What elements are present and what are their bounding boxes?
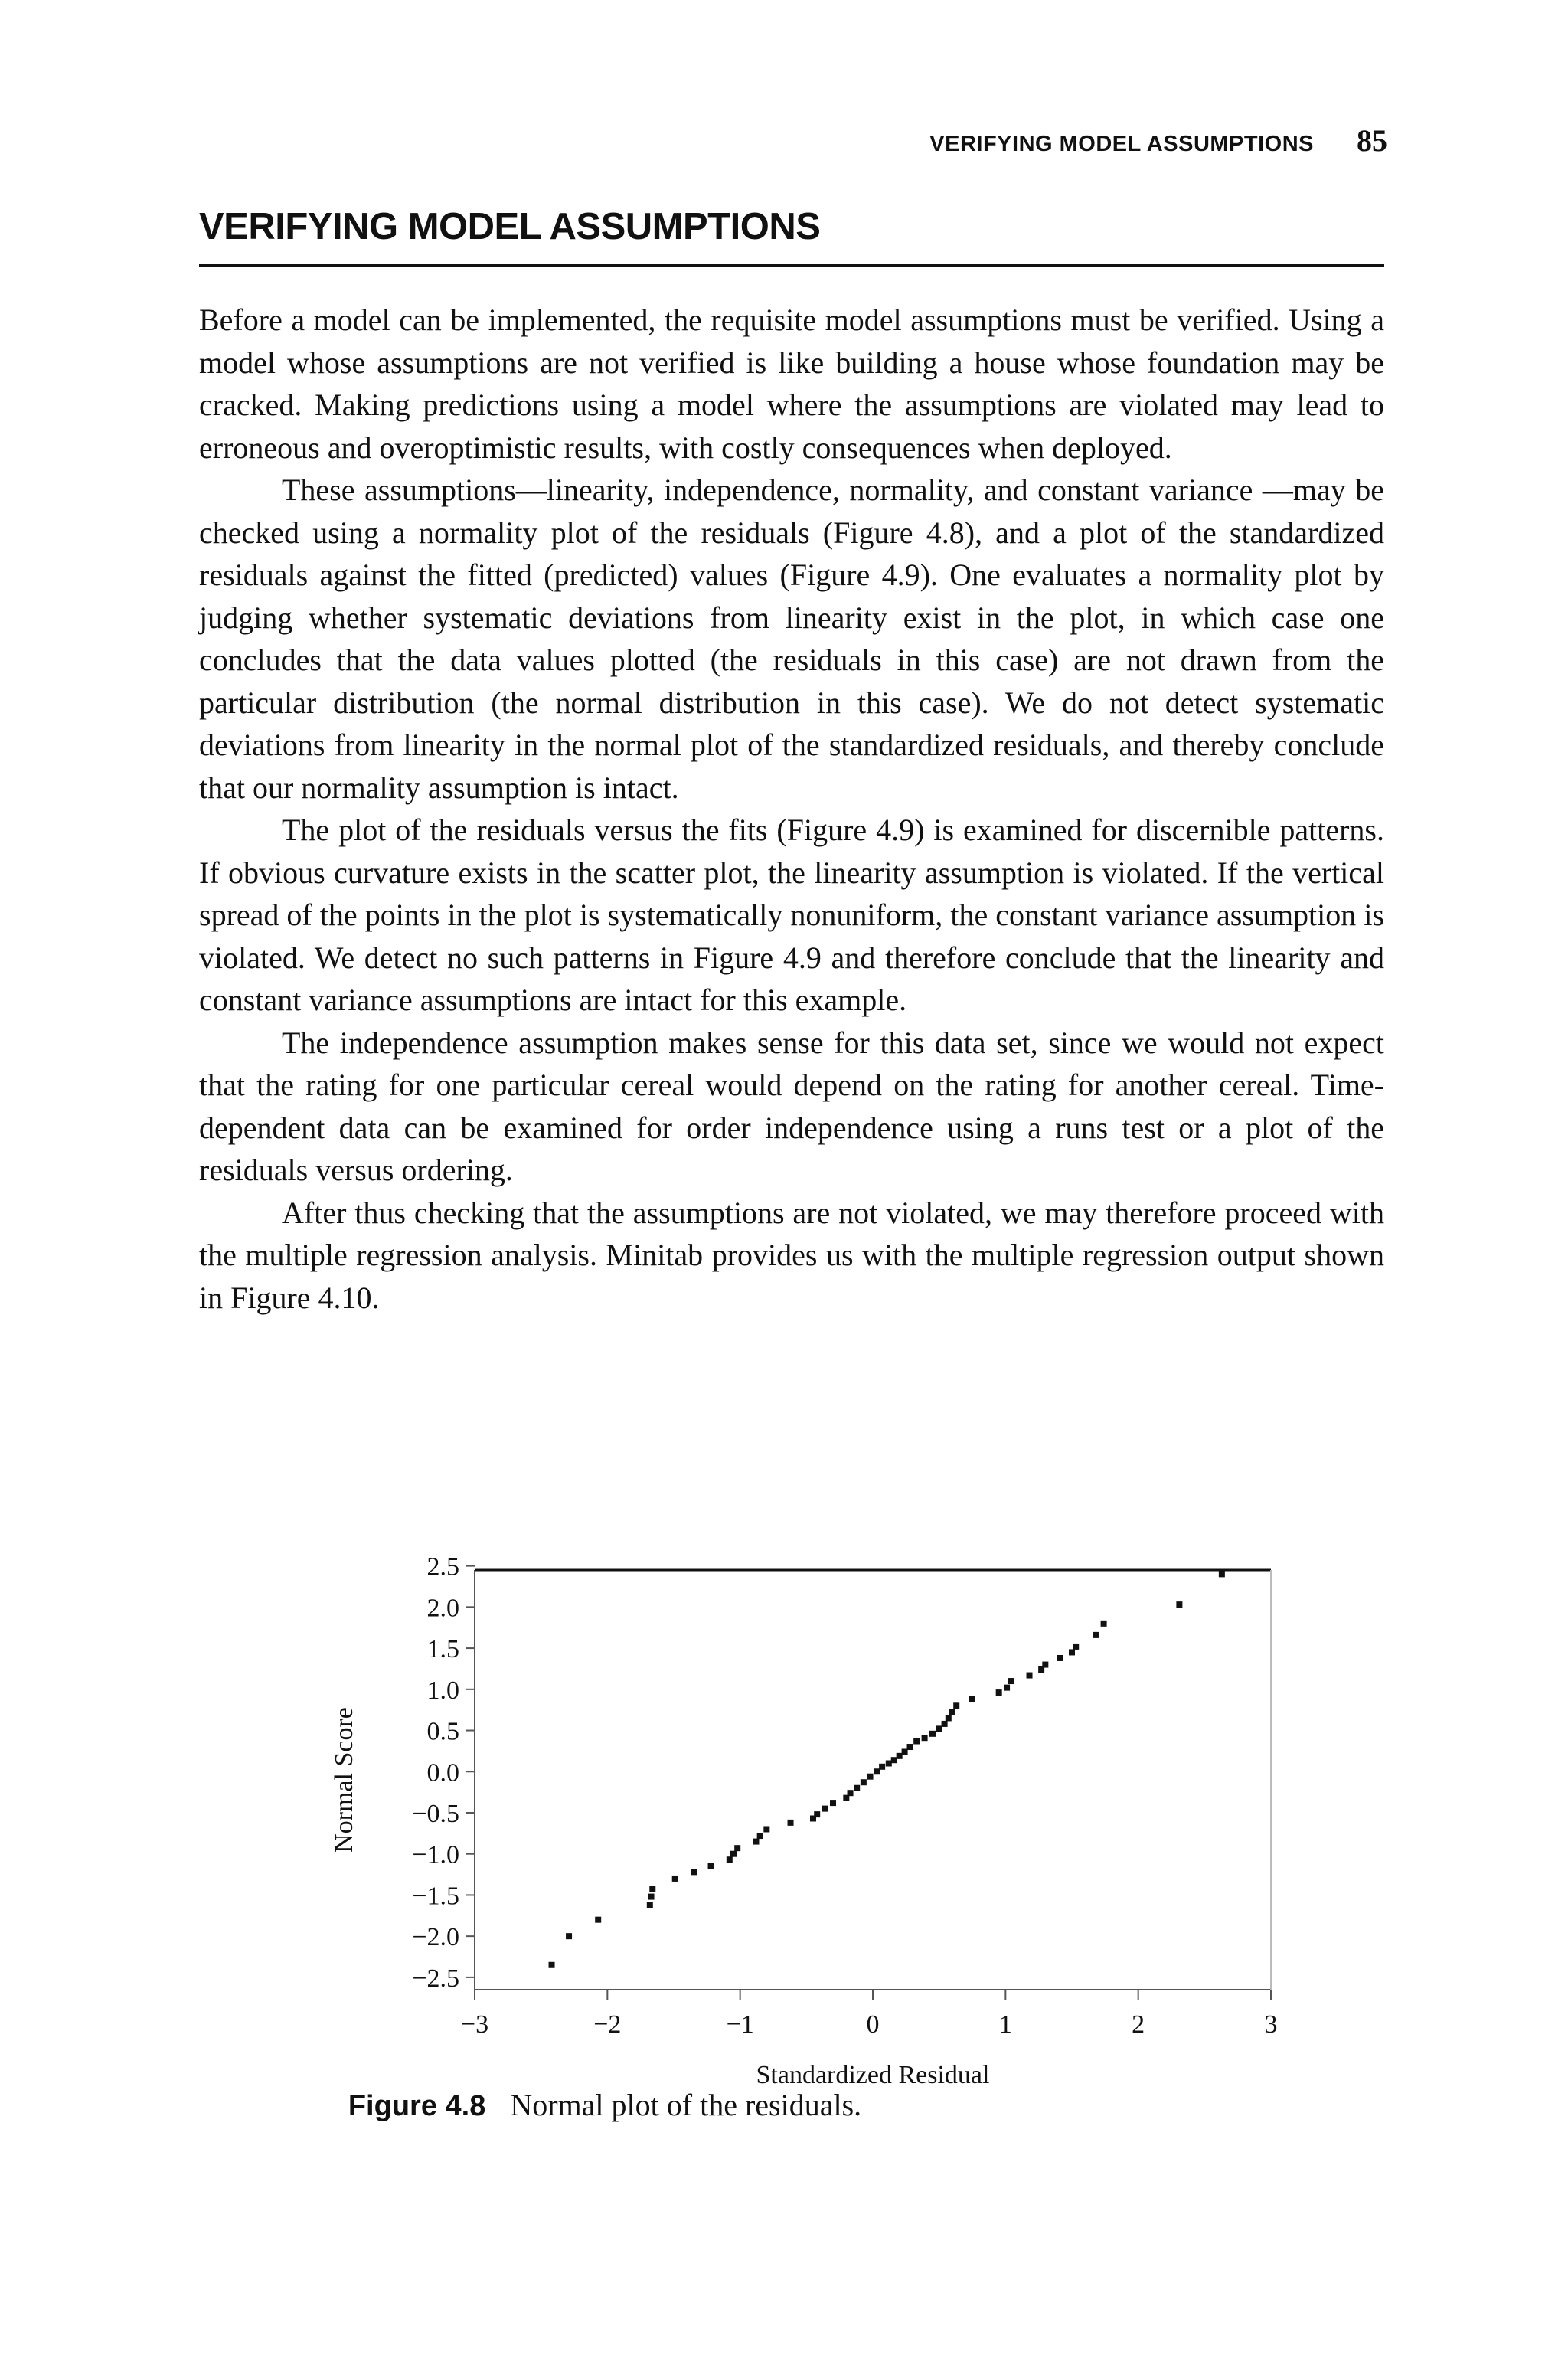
data-point xyxy=(691,1869,697,1875)
data-point xyxy=(996,1689,1002,1696)
data-point xyxy=(953,1702,959,1709)
figure-caption-text: Normal plot of the residuals. xyxy=(510,2088,862,2122)
data-point xyxy=(595,1917,601,1923)
data-point xyxy=(867,1774,874,1780)
data-point xyxy=(886,1761,892,1767)
data-point xyxy=(649,1886,655,1892)
data-point xyxy=(891,1757,897,1763)
x-tick-label: −1 xyxy=(726,2010,754,2039)
paragraph-1: Before a model can be implemented, the requisite model assumptions must be verified. Using a model whose assumptions are not verified is like building a house whose foundation may be cracked. Making predictions using a model where the assumptions are violated may lead to erroneous and overoptimistic results, with costly consequences when deployed. xyxy=(199,303,1384,465)
x-tick-label: −2 xyxy=(593,2010,622,2039)
x-tick-label: −3 xyxy=(460,2010,489,2039)
data-point xyxy=(949,1709,956,1715)
data-point xyxy=(1069,1649,1075,1655)
y-tick-label: −0.5 xyxy=(412,1799,459,1828)
paragraph-5: After thus checking that the assumptions are not violated, we may therefore proceed with the multiple regression analysis. Minitab provides us with the multiple regression output shown in Figure 4.10. xyxy=(199,1195,1384,1315)
data-point xyxy=(753,1839,759,1845)
data-point xyxy=(1219,1571,1225,1577)
figure-label: Figure 4.8 xyxy=(348,2090,486,2122)
x-tick-label: 0 xyxy=(866,2010,880,2039)
page-number: 85 xyxy=(1357,123,1387,158)
data-point xyxy=(1176,1601,1182,1608)
data-point xyxy=(672,1876,678,1882)
figure-4-8 xyxy=(322,1532,1279,2144)
paragraph-4: The independence assumption makes sense for this data set, since we would not expect that the rating for one particular cereal would depend on the rating for another cereal. Time-dependent data can be examined for order independence using a runs test or a plot of the residuals versus ordering. xyxy=(199,1025,1384,1187)
y-tick-label: −2.5 xyxy=(412,1964,459,1993)
data-point xyxy=(969,1696,975,1702)
paragraph-3: The plot of the residuals versus the fits (Figure 4.9) is examined for discernible patterns. If obvious curvature exists in the scatter plot, the linearity assumption is violated. If the vertical spread of the points in the plot is systematically nonuniform, the constant variance assumption is violated. We detect no such patterns in Figure 4.9 and therefore conclude that the linearity and constant variance assumptions are intact for this example. xyxy=(199,813,1384,1017)
data-point xyxy=(902,1748,908,1755)
body-text xyxy=(199,299,1384,1319)
x-tick-label: 1 xyxy=(998,2010,1012,2039)
data-point xyxy=(946,1715,952,1721)
normal-plot-chart xyxy=(322,1532,1279,2144)
data-point xyxy=(757,1833,763,1839)
data-point xyxy=(874,1768,880,1774)
paragraph-2: These assumptions—linearity, independence, normality, and constant variance —may be checked using a normality plot of the residuals (Figure 4.8), and a plot of the standardized residuals against the fitted (predicted) values (Figure 4.9). One evaluates a normality plot by judging whether systematic deviations from linearity exist in the plot, in which case one concludes that the data values plotted (the residuals in this case) are not drawn from the particular distribution (the normal distribution in this case). We do not detect systematic deviations from linearity in the normal plot of the standardized residuals, and thereby conclude that our normality assumption is intact. xyxy=(199,473,1384,805)
data-point xyxy=(854,1785,860,1791)
y-tick-label: 1.5 xyxy=(426,1635,459,1664)
y-tick-label: 2.0 xyxy=(426,1594,459,1623)
y-axis-label: Normal Score xyxy=(330,1707,358,1853)
data-point xyxy=(1093,1632,1099,1638)
y-tick-label: 1.0 xyxy=(426,1676,459,1705)
data-point xyxy=(830,1800,836,1806)
x-tick-label: 2 xyxy=(1132,2010,1145,2039)
data-point xyxy=(763,1826,769,1832)
running-header xyxy=(929,123,1387,159)
data-point xyxy=(1057,1655,1063,1661)
data-point xyxy=(822,1806,828,1812)
data-point xyxy=(566,1933,572,1939)
data-point xyxy=(879,1764,885,1770)
data-point xyxy=(907,1744,913,1750)
x-axis-label: Standardized Residual xyxy=(756,2061,990,2089)
y-tick-label: 0.0 xyxy=(426,1758,459,1787)
y-tick-label: −1.5 xyxy=(412,1882,459,1911)
running-header-title: VERIFYING MODEL ASSUMPTIONS xyxy=(929,132,1314,156)
heading-rule xyxy=(199,264,1384,267)
data-point xyxy=(913,1738,920,1744)
data-point xyxy=(922,1735,928,1741)
data-point xyxy=(708,1863,714,1869)
x-tick-label: 3 xyxy=(1264,2010,1278,2039)
data-point xyxy=(734,1845,740,1851)
data-point xyxy=(549,1962,555,1968)
y-tick-label: −1.0 xyxy=(412,1840,459,1869)
data-point xyxy=(648,1894,655,1900)
data-point xyxy=(1004,1685,1010,1691)
data-point xyxy=(936,1725,942,1732)
y-tick-label: 0.5 xyxy=(426,1717,459,1746)
data-point xyxy=(897,1753,903,1759)
data-point xyxy=(788,1820,794,1826)
data-point xyxy=(647,1902,653,1908)
data-point xyxy=(1101,1621,1107,1627)
data-point xyxy=(730,1851,737,1857)
section-heading: VERIFYING MODEL ASSUMPTIONS xyxy=(199,206,821,247)
data-point xyxy=(1073,1644,1079,1650)
data-point xyxy=(929,1731,936,1737)
data-point xyxy=(848,1790,854,1796)
y-tick-label: −2.0 xyxy=(412,1923,459,1952)
y-tick-label: 2.5 xyxy=(426,1552,459,1581)
data-point xyxy=(861,1779,867,1785)
data-point xyxy=(727,1856,733,1863)
data-point xyxy=(1008,1678,1014,1684)
figure-caption xyxy=(0,2087,1210,2123)
data-point xyxy=(1042,1662,1048,1668)
data-point xyxy=(1027,1673,1033,1679)
data-point xyxy=(942,1721,948,1727)
data-point xyxy=(814,1811,820,1817)
